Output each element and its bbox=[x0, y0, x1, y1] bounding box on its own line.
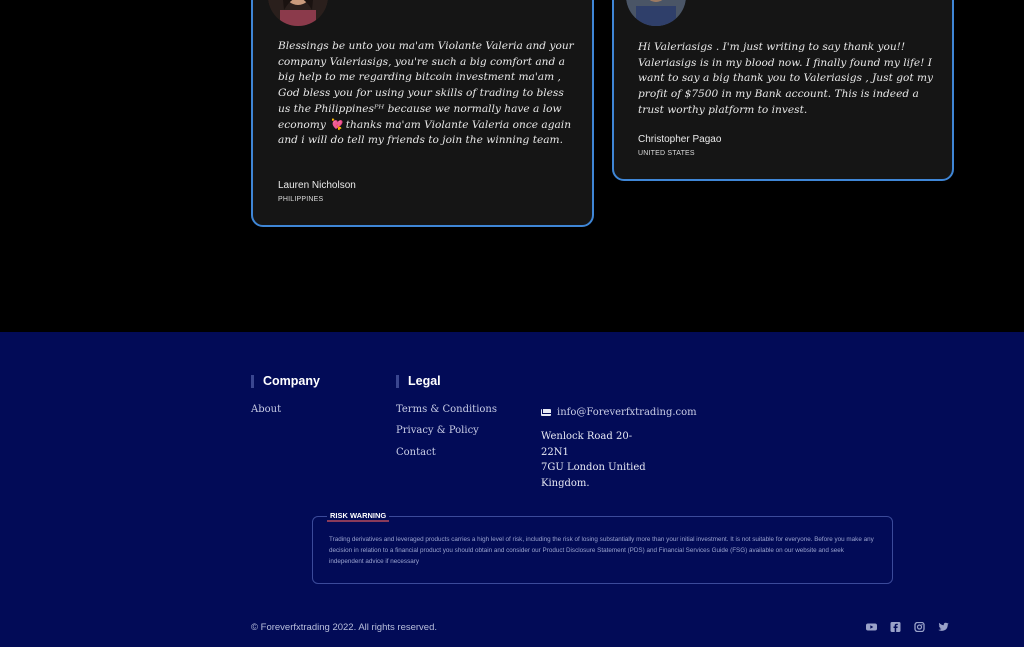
testimonial-quote: Hi Valeriasigs . I'm just writing to say thank you!! Valeriasigs is in my blood now. I finally found my life! I want to say a big thank you to Valeriasigs , Just got my profit of $7500 in my Bank account. This is indeed a trust worthy platform to invest. bbox=[638, 41, 934, 116]
footer-email-text[interactable]: info@Foreverfxtrading.com bbox=[557, 407, 697, 418]
testimonial-country: UNITED STATES bbox=[638, 150, 695, 157]
footer-link-terms[interactable]: Terms & Conditions bbox=[396, 404, 497, 415]
youtube-icon[interactable] bbox=[866, 622, 877, 632]
address-line: 7GU London Unitied bbox=[541, 462, 646, 473]
mail-icon bbox=[541, 409, 551, 416]
footer-link-about[interactable]: About bbox=[251, 404, 282, 415]
testimonial-author: Christopher Pagao bbox=[638, 134, 722, 145]
testimonial-author: Lauren Nicholson bbox=[278, 180, 356, 191]
avatar bbox=[626, 0, 686, 26]
twitter-icon[interactable] bbox=[938, 622, 949, 632]
footer-company-title: Company bbox=[251, 375, 320, 388]
copyright: © Foreverfxtrading 2022. All rights reserved. bbox=[251, 622, 438, 633]
testimonial-card bbox=[251, 0, 594, 227]
site-footer bbox=[0, 332, 1024, 647]
testimonial-card bbox=[612, 0, 954, 181]
risk-warning-text: Trading derivatives and leveraged products carries a high level of risk, including the risk of losing substantially more than your initial investment. It is not suitable for everyone. Before you make any decision in relation to a financial product you should obtain and consider our Product Disclosure Statement (PDS) and Financial Services Guide (FSG) available on our website and seek independent advice if necessary bbox=[329, 536, 874, 565]
footer-address bbox=[541, 429, 651, 491]
footer-link-privacy[interactable]: Privacy & Policy bbox=[396, 425, 479, 436]
footer-email[interactable] bbox=[541, 407, 697, 418]
risk-warning-box bbox=[312, 511, 893, 584]
address-line: Wenlock Road 20-22N1 bbox=[541, 431, 633, 458]
footer-legal-title: Legal bbox=[396, 375, 441, 388]
avatar bbox=[268, 0, 328, 26]
testimonial-quote: Blessings be unto you ma'am Violante Valeria and your company Valeriasigs, you're such a big comfort and a big help to me regarding bitcoin investment ma'am , God bless you for using your skills of trading to bless us the Philippinesᴾᴴ because we normally have a low economy 💘 thanks ma'am Violante Valeria once again and i will do tell my friends to join the winning team. bbox=[278, 40, 574, 147]
address-line: Kingdom. bbox=[541, 477, 590, 489]
social-links bbox=[866, 622, 949, 632]
risk-warning-tag: RISK WARNING bbox=[327, 512, 389, 522]
instagram-icon[interactable] bbox=[914, 622, 925, 632]
facebook-icon[interactable] bbox=[890, 622, 901, 632]
testimonial-country: PHILIPPINES bbox=[278, 196, 324, 203]
footer-link-contact[interactable]: Contact bbox=[396, 447, 436, 458]
